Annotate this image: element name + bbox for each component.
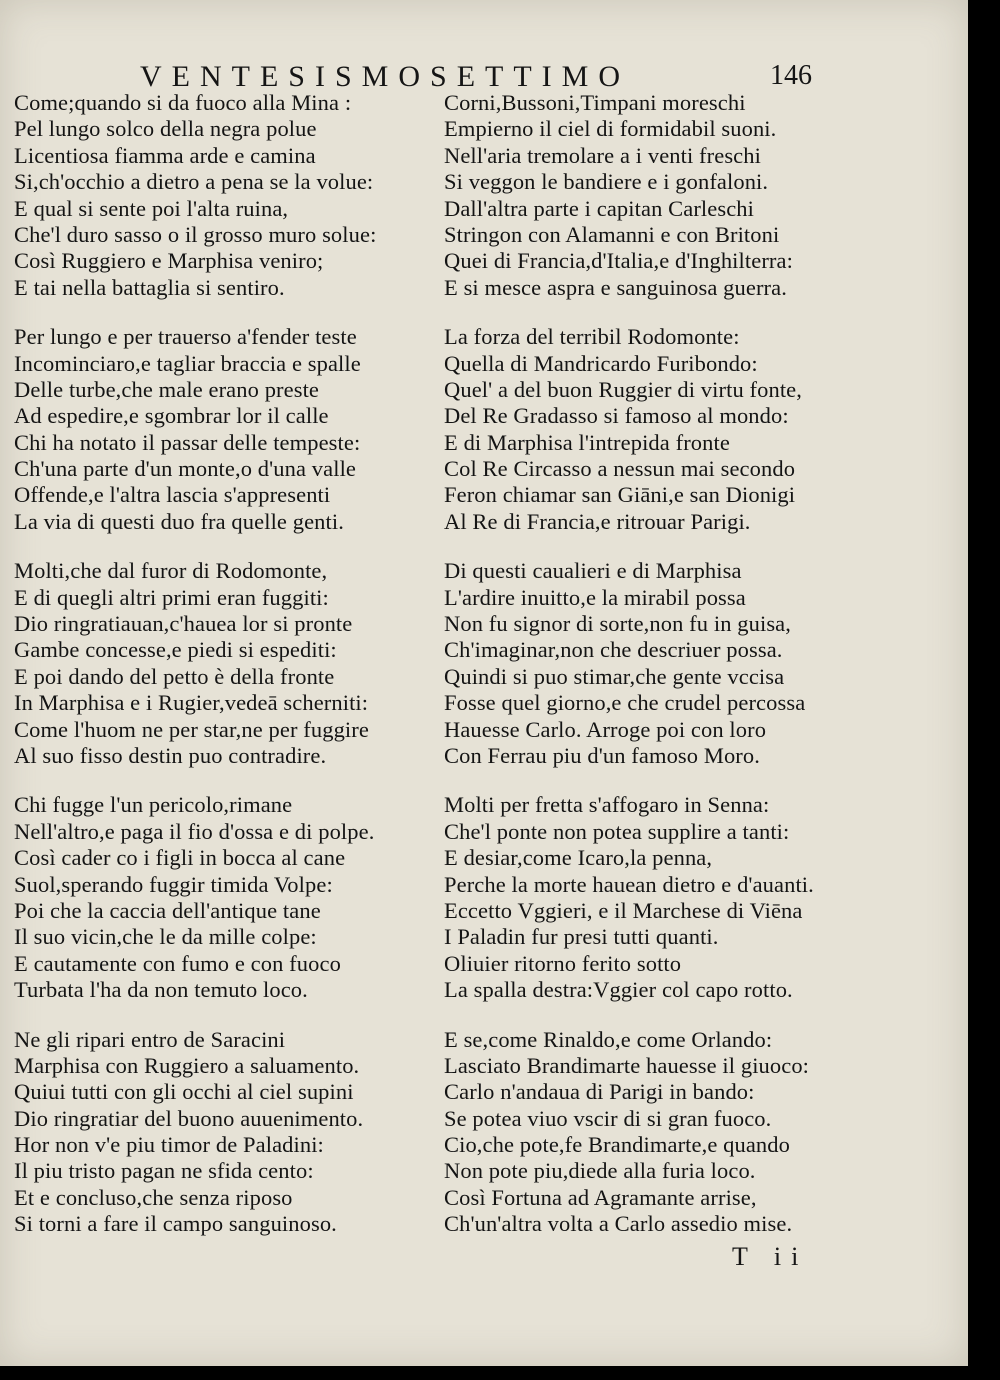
stanza <box>14 558 454 769</box>
verse-line: Con Ferrau piu d'un famoso Moro. <box>444 742 760 768</box>
verse-line: Nell'altro,e paga il fio d'ossa e di polpe. <box>14 818 375 844</box>
verse-line: Hauesse Carlo. Arroge poi con loro <box>444 716 767 742</box>
verse-line: Dio ringratiauan,c'hauea lor si pronte <box>14 611 353 637</box>
verse-line: Perche la morte hauean dietro e d'auanti. <box>444 871 814 897</box>
verse-line: La spalla destra:Vggier col capo rotto. <box>444 977 793 1003</box>
verse-line: Così Ruggiero e Marphisa veniro; <box>14 248 324 274</box>
stanza <box>444 558 864 769</box>
verse-line: Ch'imaginar,non che descriuer possa. <box>444 637 783 663</box>
verse-line: Gambe concesse,e piedi si espediti: <box>14 637 337 663</box>
verse-line: Così Fortuna ad Agramante arrise, <box>444 1184 757 1210</box>
verse-line: La via di questi duo fra quelle genti. <box>14 508 344 534</box>
verse-line: L'ardire inuitto,e la mirabil possa <box>444 584 746 610</box>
verse-line: Col Re Circasso a nessun mai secondo <box>444 456 796 482</box>
verse-line: Si,ch'occhio a dietro a pena se la volue: <box>14 169 374 195</box>
verse-line: Quel' a del buon Ruggier di virtu fonte, <box>444 376 802 402</box>
verse-line: E si mesce aspra e sanguinosa guerra. <box>444 274 787 300</box>
stanza <box>14 1027 454 1238</box>
verse-line: Quei di Francia,d'Italia,e d'Inghilterra: <box>444 248 793 274</box>
verse-line: Molti per fretta s'affogaro in Senna: <box>444 792 770 818</box>
verse-line: Et e concluso,che senza riposo <box>14 1184 293 1210</box>
verse-line: Non pote piu,diede alla furia loco. <box>444 1158 756 1184</box>
verse-line: E poi dando del petto è della fronte <box>14 663 335 689</box>
verse-line: Lasciato Brandimarte hauesse il giuoco: <box>444 1052 810 1078</box>
verse-line: Turbata l'ha da non temuto loco. <box>14 977 308 1003</box>
right-column <box>444 90 864 1261</box>
verse-line: Che'l duro sasso o il grosso muro solue: <box>14 221 377 247</box>
verse-line: Empierno il ciel di formidabil suoni. <box>444 116 777 142</box>
verse-line: Oliuier ritorno ferito sotto <box>444 950 682 976</box>
verse-line: Delle turbe,che male erano preste <box>14 376 320 402</box>
verse-line: Dall'altra parte i capitan Carleschi <box>444 195 755 221</box>
stanza <box>14 324 454 535</box>
stanza <box>444 90 864 301</box>
verse-line: I Paladin fur presi tutti quanti. <box>444 924 719 950</box>
verse-line: Pel lungo solco della negra polue <box>14 116 317 142</box>
stanza <box>14 90 454 301</box>
verse-line: In Marphisa e i Rugier,vedeā scherniti: <box>14 690 369 716</box>
verse-line: Si torni a fare il campo sanguinoso. <box>14 1211 337 1237</box>
verse-line: Stringon con Alamanni e con Britoni <box>444 221 780 247</box>
verse-line: Così cader co i figli in bocca al cane <box>14 845 346 871</box>
verse-line: Al Re di Francia,e ritrouar Parigi. <box>444 508 751 534</box>
verse-line: Si veggon le bandiere e i gonfaloni. <box>444 169 769 195</box>
verse-line: Ch'una parte d'un monte,o d'una valle <box>14 456 357 482</box>
verse-line: E di Marphisa l'intrepida fronte <box>444 429 730 455</box>
stanza <box>444 792 864 1003</box>
verse-line: Come l'huom ne per star,ne per fuggire <box>14 716 369 742</box>
verse-line: Non fu signor di sorte,non fu in guisa, <box>444 611 791 637</box>
verse-line: Feron chiamar san Giāni,e san Dionigi <box>444 482 796 508</box>
verse-line: Molti,che dal furor di Rodomonte, <box>14 558 328 584</box>
verse-line: E cautamente con fumo e con fuoco <box>14 950 341 976</box>
stanza <box>444 1027 864 1238</box>
verse-line: Di questi caualieri e di Marphisa <box>444 558 742 584</box>
verse-line: Chi ha notato il passar delle tempeste: <box>14 429 361 455</box>
verse-line: E se,come Rinaldo,e come Orlando: <box>444 1026 773 1052</box>
verse-line: Dio ringratiar del buono auuenimento. <box>14 1105 364 1131</box>
verse-line: E qual si sente poi l'alta ruina, <box>14 195 289 221</box>
verse-line: Poi che la caccia dell'antique tane <box>14 897 321 923</box>
verse-line: E tai nella battaglia si sentiro. <box>14 274 285 300</box>
left-column <box>14 90 454 1261</box>
verse-line: Ch'un'altra volta a Carlo assedio mise. <box>444 1211 793 1237</box>
verse-line: Se potea viuo vscir di si gran fuoco. <box>444 1105 772 1131</box>
verse-line: Chi fugge l'un pericolo,rimane <box>14 792 293 818</box>
page-number: 146 <box>770 60 812 91</box>
verse-line: Come;quando si da fuoco alla Mina : <box>14 90 352 115</box>
verse-line: Corni,Bussoni,Timpani moreschi <box>444 90 746 115</box>
verse-line: Licentiosa fiamma arde e camina <box>14 142 316 168</box>
verse-line: E desiar,come Icaro,la penna, <box>444 845 713 871</box>
verse-line: La forza del terribil Rodomonte: <box>444 324 740 350</box>
verse-line: Ne gli ripari entro de Saracini <box>14 1026 286 1052</box>
verse-line: Ad espedire,e sgombrar lor il calle <box>14 403 329 429</box>
verse-line: Hor non v'e piu timor de Paladini: <box>14 1132 324 1158</box>
verse-line: Offende,e l'altra lascia s'appresenti <box>14 482 331 508</box>
verse-line: Eccetto Vggieri, e il Marchese di Viēna <box>444 897 803 923</box>
stanza <box>14 792 454 1003</box>
verse-line: Al suo fisso destin puo contradire. <box>14 742 327 768</box>
verse-line: Nell'aria tremolare a i venti freschi <box>444 142 761 168</box>
verse-line: Il suo vicin,che le da mille colpe: <box>14 924 317 950</box>
verse-line: Per lungo e per trauerso a'fender teste <box>14 324 357 350</box>
running-title: VENTESISMOSETTIMO <box>140 60 630 93</box>
verse-line: Quindi si puo stimar,che gente vccisa <box>444 663 785 689</box>
verse-line: Che'l ponte non potea supplire a tanti: <box>444 818 790 844</box>
stanza <box>444 324 864 535</box>
verse-line: Del Re Gradasso si famoso al mondo: <box>444 403 789 429</box>
verse-line: Cio,che pote,fe Brandimarte,e quando <box>444 1132 790 1158</box>
verse-line: E di quegli altri primi eran fuggiti: <box>14 584 329 610</box>
verse-line: Suol,sperando fuggir timida Volpe: <box>14 871 333 897</box>
verse-line: Quella di Mandricardo Furibondo: <box>444 350 758 376</box>
signature-mark: T ii <box>732 1242 809 1271</box>
verse-line: Carlo n'andaua di Parigi in bando: <box>444 1079 755 1105</box>
verse-line: Quiui tutti con gli occhi al ciel supini <box>14 1079 354 1105</box>
verse-line: Fosse quel giorno,e che crudel percossa <box>444 690 806 716</box>
verse-line: Incominciaro,e tagliar braccia e spalle <box>14 350 361 376</box>
verse-line: Marphisa con Ruggiero a saluamento. <box>14 1052 360 1078</box>
verse-line: Il piu tristo pagan ne sfida cento: <box>14 1158 314 1184</box>
